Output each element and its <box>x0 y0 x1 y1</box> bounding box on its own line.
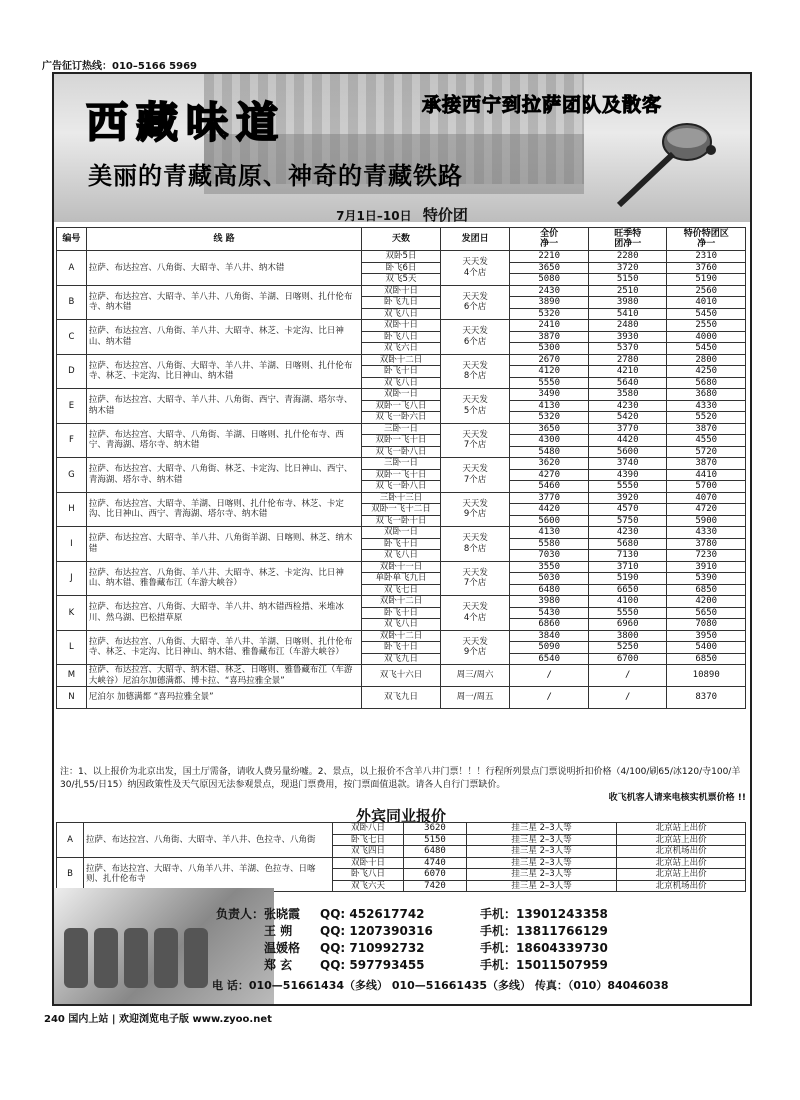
hotel-standard: 挂三星 2–3人等 <box>467 880 617 892</box>
price-cell: 5550 <box>588 481 667 493</box>
ad-hotline: 广告征订热线：010–5166 5969 <box>42 61 198 72</box>
price-cell: 3580 <box>588 389 667 401</box>
price-cell: 3780 <box>667 538 746 550</box>
table-row <box>57 492 746 504</box>
tour-days: 双卧十日 <box>333 857 404 869</box>
tour-days: 双卧5日 <box>362 251 441 263</box>
table-header-cell: 编号 <box>57 228 87 251</box>
contact-qq: QQ: 452617742 <box>320 907 425 921</box>
price-cell: 5150 <box>588 274 667 286</box>
price-cell: 2550 <box>667 320 746 332</box>
tour-days: 双飞八日 <box>362 308 441 320</box>
price-cell: 2670 <box>510 354 589 366</box>
departure-schedule: 天天发 8个店 <box>440 527 510 562</box>
price-cell: 3710 <box>588 561 667 573</box>
price-cell: 7130 <box>588 550 667 562</box>
price-cell: 5450 <box>667 308 746 320</box>
price-cell: 2210 <box>510 251 589 263</box>
tour-days: 双飞5天 <box>362 274 441 286</box>
tour-route: 拉萨、布达拉宫、八角街、羊八井、大昭寺、林芝、卡定沟、比日神山、纳木错、雅鲁藏布江（车游大峡谷） <box>86 561 361 596</box>
price-cell: 5250 <box>588 642 667 654</box>
price-cell: 3980 <box>510 596 589 608</box>
price-cell: 5720 <box>667 446 746 458</box>
tour-route: 拉萨、布达拉宫、八角街、大昭寺、羊八井、色拉寺、八角街 <box>84 823 333 858</box>
price-cell: / <box>510 687 589 709</box>
price-cell: 4130 <box>510 527 589 539</box>
table-header-row <box>57 228 746 251</box>
contact-row <box>210 940 750 957</box>
price-cell: 2800 <box>667 354 746 366</box>
tour-route: 拉萨、布达拉宫、八角街、大昭寺、羊八井、羊湖、日喀则、扎什伦布寺、林芝、卡定沟、比日神山、纳木错 <box>86 354 361 389</box>
pricing-note: 北京站上出价 <box>617 869 746 881</box>
price-cell: 5370 <box>588 343 667 355</box>
note-airfare: 收飞机客人请来电核实机票价格 !! <box>608 793 746 803</box>
tour-days: 双飞四日 <box>333 846 404 858</box>
price-cell: 3770 <box>510 492 589 504</box>
price-cell: 4390 <box>588 469 667 481</box>
page-footer <box>44 1010 272 1025</box>
departure-schedule: 天天发 7个店 <box>440 458 510 493</box>
price-cell: 5030 <box>510 573 589 585</box>
price-cell: 7230 <box>667 550 746 562</box>
price-cell: 5090 <box>510 642 589 654</box>
tour-days: 双飞十六日 <box>362 665 441 687</box>
tour-route: 拉萨、布达拉宫、大昭寺、羊八井、八角街羊湖、日喀则、林芝、纳木错 <box>86 527 361 562</box>
prayer-wheel-icon <box>609 110 729 210</box>
price-cell: 6960 <box>588 619 667 631</box>
contact-row <box>210 906 750 923</box>
price-cell: 8370 <box>667 687 746 709</box>
tour-code: N <box>57 687 87 709</box>
price-cell: 6850 <box>667 584 746 596</box>
price-cell: 4330 <box>667 400 746 412</box>
contact-name-qq <box>210 940 425 957</box>
price-cell: 3920 <box>588 492 667 504</box>
departure-schedule: 天天发 5个店 <box>440 389 510 424</box>
tour-code: B <box>57 857 84 892</box>
price-cell: 4550 <box>667 435 746 447</box>
contact-row <box>210 957 750 974</box>
price-cell: 5600 <box>510 515 589 527</box>
price-cell: / <box>588 665 667 687</box>
foreign-row <box>57 823 746 835</box>
price-cell: 5600 <box>588 446 667 458</box>
tour-code: B <box>57 285 87 320</box>
price-cell: 4420 <box>588 435 667 447</box>
tour-code: K <box>57 596 87 631</box>
tour-days: 双飞一卧十日 <box>362 515 441 527</box>
tour-days: 双卧十二日 <box>362 354 441 366</box>
tour-code: D <box>57 354 87 389</box>
price-cell: 5580 <box>510 538 589 550</box>
special-title: 特价团 <box>422 206 468 224</box>
price-cell: 5640 <box>588 377 667 389</box>
departure-schedule: 天天发 4个店 <box>440 251 510 286</box>
price-cell: / <box>510 665 589 687</box>
tour-days: 双卧一飞十二日 <box>362 504 441 516</box>
price-cell: 4100 <box>588 596 667 608</box>
table-header-cell: 旺季特 团净一 <box>588 228 667 251</box>
price-cell: 4200 <box>667 596 746 608</box>
foreign-quote-title: 外宾同业报价 <box>355 807 446 825</box>
tour-days: 双卧十日 <box>362 285 441 297</box>
table-header-cell: 线 路 <box>86 228 361 251</box>
price-cell: 3890 <box>510 297 589 309</box>
banner <box>54 74 750 222</box>
tour-price-table <box>56 227 746 709</box>
contact-row <box>210 923 750 940</box>
tour-days: 双卧十二日 <box>362 596 441 608</box>
price-cell: 2560 <box>667 285 746 297</box>
price-cell: 6860 <box>510 619 589 631</box>
price-cell: 5320 <box>510 308 589 320</box>
tour-days: 卧飞十日 <box>362 607 441 619</box>
price-cell: 5190 <box>667 274 746 286</box>
hotel-standard: 挂三星 2–3人等 <box>467 869 617 881</box>
tour-route: 拉萨、布达拉宫、大昭寺、羊八井、八角街、西宁、青海湖、塔尔寺、纳木错 <box>86 389 361 424</box>
table-row <box>57 354 746 366</box>
price-cell: 5400 <box>667 642 746 654</box>
price-cell: 3870 <box>510 331 589 343</box>
tour-code: H <box>57 492 87 527</box>
tour-days: 双飞六日 <box>362 343 441 355</box>
price-cell: 2310 <box>667 251 746 263</box>
table-row <box>57 251 746 263</box>
contact-name: 郑 玄 <box>264 958 293 972</box>
table-header-cell: 发团日 <box>440 228 510 251</box>
price-cell: 6540 <box>510 653 589 665</box>
price-cell: / <box>588 687 667 709</box>
contact-name: 张晓霞 <box>264 907 301 921</box>
mobile-number: 18604339730 <box>516 941 608 955</box>
table-row <box>57 285 746 297</box>
departure-schedule: 天天发 7个店 <box>440 423 510 458</box>
price-cell: 10890 <box>667 665 746 687</box>
contact-list <box>210 906 750 974</box>
tour-days: 卧飞八日 <box>333 869 404 881</box>
tour-code: M <box>57 665 87 687</box>
tour-days: 卧飞6日 <box>362 262 441 274</box>
price-cell: 5300 <box>510 343 589 355</box>
mobile-label: 手机： <box>480 907 517 921</box>
hotel-standard: 挂三星 2–3人等 <box>467 857 617 869</box>
price-cell: 3620 <box>404 823 467 835</box>
price-cell: 5480 <box>510 446 589 458</box>
tour-days: 双飞九日 <box>362 687 441 709</box>
price-cell: 5390 <box>667 573 746 585</box>
price-cell: 4230 <box>588 400 667 412</box>
tour-days: 双飞六天 <box>333 880 404 892</box>
special-date: 7月1日–10日 <box>336 209 412 223</box>
tour-route: 拉萨、布达拉宫、八角街、大昭寺、羊八井、纳木错西检措、米堆冰川、然乌湖、巴松措草原 <box>86 596 361 631</box>
table-row <box>57 458 746 470</box>
contact-qq: QQ: 710992732 <box>320 941 425 955</box>
tour-code: J <box>57 561 87 596</box>
tour-days: 双飞八日 <box>362 377 441 389</box>
price-cell: 4300 <box>510 435 589 447</box>
foreign-price-table <box>56 822 746 892</box>
departure-schedule: 周三/周六 <box>440 665 510 687</box>
tour-days: 卧飞七日 <box>333 834 404 846</box>
price-cell: 2510 <box>588 285 667 297</box>
mobile-number: 13901243358 <box>516 907 608 921</box>
price-cell: 3650 <box>510 423 589 435</box>
tour-days: 三卧一日 <box>362 458 441 470</box>
price-cell: 5410 <box>588 308 667 320</box>
tour-route: 拉萨、布达拉宫、大昭寺、八角街、羊湖、日喀则、扎什伦布寺、西宁、青海湖、塔尔寺、纳木错 <box>86 423 361 458</box>
price-cell: 5680 <box>588 538 667 550</box>
price-cell: 3800 <box>588 630 667 642</box>
price-cell: 5150 <box>404 834 467 846</box>
tour-days: 双卧一日 <box>362 389 441 401</box>
tour-route: 拉萨、布达拉宫、大昭寺、纳木错、林芝、日喀则、雅鲁藏布江（车游大峡谷）尼泊尔加德满都、博卡拉、“喜玛拉雅全景” <box>86 665 361 687</box>
tour-days: 双飞九日 <box>362 653 441 665</box>
tour-days: 单卧单飞九日 <box>362 573 441 585</box>
contact-name-qq <box>210 957 425 974</box>
banner-slogan: 承接西宁到拉萨团队及散客 <box>422 94 663 116</box>
mobile-label: 手机： <box>480 924 517 938</box>
price-cell: 3910 <box>667 561 746 573</box>
note-text: 注：1、以上报价为北京出发，国土厅需备，请收人费另量纷嘘。2、景点，以上报价不含羊八井门票！！！行程所列景点门票说明折扣价格（4/100/刷65/冰120/寺100/羊30/扎55/日15）纳因政策性及天气原因无法参观景点，现退门票费用，按门票面值退款。请各人自行门票缺价。 <box>60 767 741 790</box>
price-cell: 3620 <box>510 458 589 470</box>
price-cell: 4010 <box>667 297 746 309</box>
price-cell: 5650 <box>667 607 746 619</box>
tour-days: 双飞一卧八日 <box>362 481 441 493</box>
pricing-note: 北京机场出价 <box>617 880 746 892</box>
price-cell: 5680 <box>667 377 746 389</box>
contact-mobile <box>480 923 608 940</box>
price-cell: 2280 <box>588 251 667 263</box>
tour-days: 双卧一飞十日 <box>362 435 441 447</box>
price-cell: 5700 <box>667 481 746 493</box>
price-cell: 4720 <box>667 504 746 516</box>
mobile-label: 手机： <box>480 941 517 955</box>
tour-days: 三卧十三日 <box>362 492 441 504</box>
tour-code: E <box>57 389 87 424</box>
tour-days: 双卧一飞八日 <box>362 400 441 412</box>
tour-route: 尼泊尔 加德满都 “喜玛拉雅全景” <box>86 687 361 709</box>
contact-qq: QQ: 597793455 <box>320 958 425 972</box>
price-cell: 7030 <box>510 550 589 562</box>
tour-code: I <box>57 527 87 562</box>
price-cell: 4210 <box>588 366 667 378</box>
table-header-cell: 天数 <box>362 228 441 251</box>
price-cell: 3980 <box>588 297 667 309</box>
pricing-note: 北京机场出价 <box>617 846 746 858</box>
contact-mobile <box>480 906 608 923</box>
price-cell: 4740 <box>404 857 467 869</box>
tour-route: 拉萨、布达拉宫、八角街、大昭寺、羊八井、羊湖、日喀则、扎什伦布寺、林芝、卡定沟、比日神山、纳木错、雅鲁藏布江（车游大峡谷） <box>86 630 361 665</box>
mobile-number: 15011507959 <box>516 958 608 972</box>
price-cell: 3870 <box>667 423 746 435</box>
tour-days: 双飞一卧八日 <box>362 446 441 458</box>
price-cell: 6070 <box>404 869 467 881</box>
special-offer-header <box>54 204 750 225</box>
footer-section: 国内上站 <box>68 1014 109 1025</box>
banner-tagline: 美丽的青藏高原、神奇的青藏铁路 <box>88 162 463 190</box>
departure-schedule: 天天发 6个店 <box>440 320 510 355</box>
departure-schedule: 天天发 9个店 <box>440 492 510 527</box>
contact-name-qq <box>210 906 425 923</box>
departure-schedule: 周一/周五 <box>440 687 510 709</box>
table-row <box>57 687 746 709</box>
price-cell: 6480 <box>510 584 589 596</box>
tour-days: 双飞八日 <box>362 550 441 562</box>
price-cell: 5460 <box>510 481 589 493</box>
price-cell: 2410 <box>510 320 589 332</box>
departure-schedule: 天天发 7个店 <box>440 561 510 596</box>
tour-route: 拉萨、布达拉宫、八角街、大昭寺、羊八井、纳木错 <box>86 251 361 286</box>
departure-schedule: 天天发 8个店 <box>440 354 510 389</box>
price-cell: 6480 <box>404 846 467 858</box>
table-header-cell: 特价特团区 净一 <box>667 228 746 251</box>
tour-code: L <box>57 630 87 665</box>
price-cell: 4570 <box>588 504 667 516</box>
table-row <box>57 665 746 687</box>
hotel-standard: 挂三星 2–3人等 <box>467 846 617 858</box>
table-row <box>57 630 746 642</box>
tour-code: G <box>57 458 87 493</box>
price-cell: 4410 <box>667 469 746 481</box>
tour-days: 三卧一日 <box>362 423 441 435</box>
price-cell: 3950 <box>667 630 746 642</box>
tour-days: 双卧十日 <box>362 320 441 332</box>
tour-days: 双卧十一日 <box>362 561 441 573</box>
tour-days: 双卧一飞十日 <box>362 469 441 481</box>
departure-schedule: 天天发 6个店 <box>440 285 510 320</box>
table-row <box>57 320 746 332</box>
price-cell: 2430 <box>510 285 589 297</box>
table-row <box>57 561 746 573</box>
tour-code: F <box>57 423 87 458</box>
contact-role: 负责人： <box>215 907 264 921</box>
price-cell: 5550 <box>588 607 667 619</box>
price-cell: 3930 <box>588 331 667 343</box>
contact-name: 温媛格 <box>264 941 301 955</box>
price-cell: 3650 <box>510 262 589 274</box>
price-cell: 5080 <box>510 274 589 286</box>
price-cell: 6650 <box>588 584 667 596</box>
price-cell: 5430 <box>510 607 589 619</box>
price-cell: 3840 <box>510 630 589 642</box>
tour-code: C <box>57 320 87 355</box>
tour-days: 卧飞十日 <box>362 642 441 654</box>
price-cell: 3680 <box>667 389 746 401</box>
departure-schedule: 天天发 9个店 <box>440 630 510 665</box>
tour-code: A <box>57 251 87 286</box>
pricing-note: 北京站上出价 <box>617 823 746 835</box>
contact-mobile <box>480 957 608 974</box>
contact-name: 王 朔 <box>264 924 293 938</box>
price-cell: 4250 <box>667 366 746 378</box>
price-cell: 5320 <box>510 412 589 424</box>
footer-separator: | <box>111 1014 116 1025</box>
price-cell: 3760 <box>667 262 746 274</box>
price-cell: 4330 <box>667 527 746 539</box>
phone-fax-line: 电 话：010—51661434（多线） 010—51661435（多线） 传真：（010）84046038 <box>212 979 669 992</box>
price-cell: 7420 <box>404 880 467 892</box>
foreign-row <box>57 857 746 869</box>
price-cell: 2480 <box>588 320 667 332</box>
pricing-note: 北京站上出价 <box>617 857 746 869</box>
tour-days: 卧飞八日 <box>362 331 441 343</box>
table-row <box>57 389 746 401</box>
tour-route: 拉萨、布达拉宫、八角街、羊八井、大昭寺、林芝、卡定沟、比日神山、纳木错 <box>86 320 361 355</box>
mobile-label: 手机： <box>480 958 517 972</box>
price-cell: 4420 <box>510 504 589 516</box>
table-row <box>57 596 746 608</box>
pricing-note: 北京站上出价 <box>617 834 746 846</box>
footer-website: 欢迎浏览电子版 www.zyoo.net <box>118 1014 272 1025</box>
tour-days: 双卧十二日 <box>362 630 441 642</box>
price-cell: 3870 <box>667 458 746 470</box>
price-cell: 4130 <box>510 400 589 412</box>
table-row <box>57 423 746 435</box>
price-cell: 5190 <box>588 573 667 585</box>
price-cell: 3550 <box>510 561 589 573</box>
price-cell: 5520 <box>667 412 746 424</box>
contact-mobile <box>480 940 608 957</box>
hotel-standard: 挂三星 2–3人等 <box>467 823 617 835</box>
departure-schedule: 天天发 4个店 <box>440 596 510 631</box>
price-cell: 4230 <box>588 527 667 539</box>
mobile-number: 13811766129 <box>516 924 608 938</box>
price-cell: 2780 <box>588 354 667 366</box>
price-cell: 5420 <box>588 412 667 424</box>
price-cell: 6850 <box>667 653 746 665</box>
price-cell: 3740 <box>588 458 667 470</box>
tour-route: 拉萨、布达拉宫、大昭寺、八角羊八井、羊湖、色拉寺、日喀则、扎什伦布寺 <box>84 857 333 892</box>
price-cell: 5750 <box>588 515 667 527</box>
tour-route: 拉萨、布达拉宫、大昭寺、羊八井、八角街、羊湖、日喀则、扎什伦布寺、纳木错 <box>86 285 361 320</box>
hotel-standard: 挂三星 2–3人等 <box>467 834 617 846</box>
price-cell: 4070 <box>667 492 746 504</box>
price-cell: 7080 <box>667 619 746 631</box>
price-cell: 4000 <box>667 331 746 343</box>
price-cell: 5900 <box>667 515 746 527</box>
tour-route: 拉萨、布达拉宫、大昭寺、八角街、林芝、卡定沟、比日神山、西宁、青海湖、塔尔寺、纳木错 <box>86 458 361 493</box>
price-cell: 6700 <box>588 653 667 665</box>
price-cell: 4120 <box>510 366 589 378</box>
tour-days: 卧飞十日 <box>362 366 441 378</box>
tour-days: 卧飞十日 <box>362 538 441 550</box>
tour-days: 双卧一日 <box>362 527 441 539</box>
tour-days: 卧飞九日 <box>362 297 441 309</box>
price-cell: 3720 <box>588 262 667 274</box>
tour-code: A <box>57 823 84 858</box>
page-number: 240 <box>44 1014 65 1025</box>
table-header-cell: 全价 净一 <box>510 228 589 251</box>
tour-days: 双飞七日 <box>362 584 441 596</box>
price-cell: 3490 <box>510 389 589 401</box>
price-notes <box>60 766 746 805</box>
contact-qq: QQ: 1207390316 <box>320 924 433 938</box>
contact-name-qq <box>210 923 433 940</box>
price-cell: 5550 <box>510 377 589 389</box>
table-row <box>57 527 746 539</box>
tour-route: 拉萨、布达拉宫、大昭寺、羊湖、日喀则、扎什伦布寺、林芝、卡定沟、比日神山、西宁、青海湖、塔尔寺、纳木错 <box>86 492 361 527</box>
tour-days: 双卧八日 <box>333 823 404 835</box>
brand-logo: 西藏味道 <box>86 98 287 147</box>
price-cell: 5450 <box>667 343 746 355</box>
tour-days: 双飞一卧六日 <box>362 412 441 424</box>
price-cell: 4270 <box>510 469 589 481</box>
tour-days: 双飞八日 <box>362 619 441 631</box>
price-cell: 3770 <box>588 423 667 435</box>
